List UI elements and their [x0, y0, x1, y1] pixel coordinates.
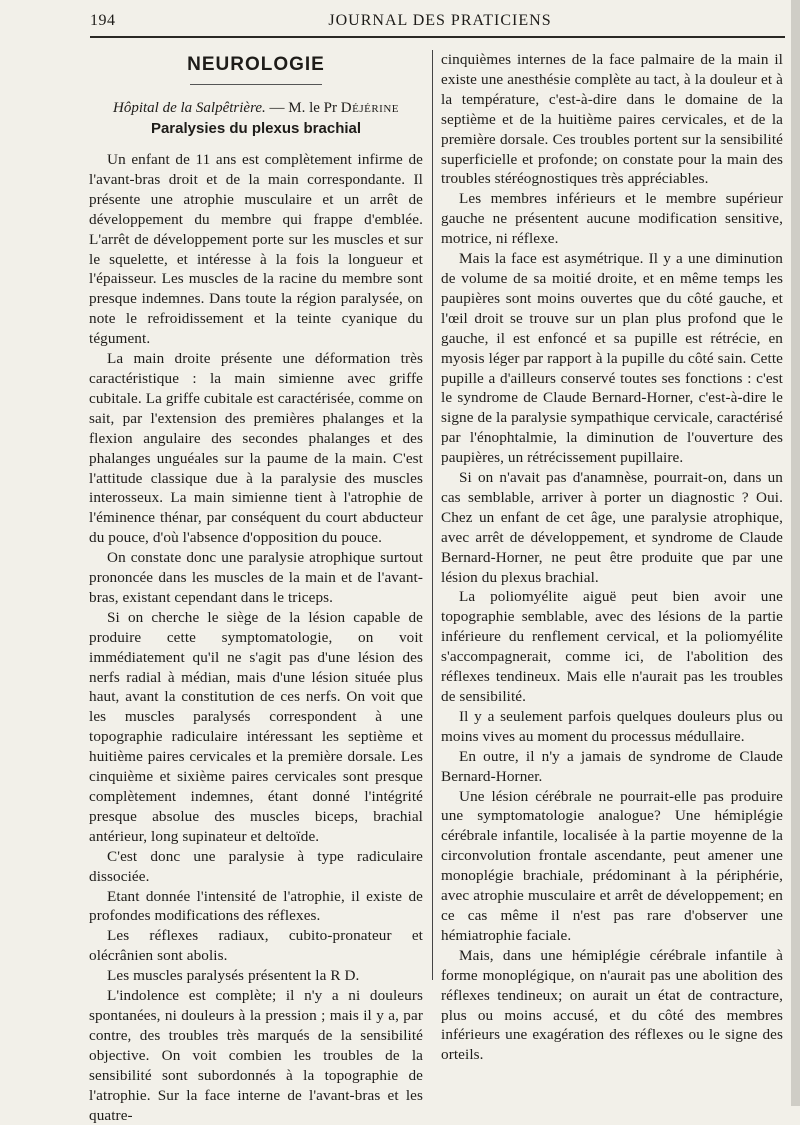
author-name: Déjérine	[340, 100, 399, 116]
section-title: NEUROLOGIE	[187, 54, 325, 75]
paragraph: Si on cherche le siège de la lésion capable de produire cette symptomatologie, on voit immédiatement qu'il ne s'agit pas d'une lésion des nerfs radial à médian, mais d'une lésion située plus haut, avant la constitution de ces nerfs. On voit que les muscles paralysés correspondent à une topographie radiculaire intéressant les septième et huitième paires cervicales et la première dorsale. Les cinquième et sixième paires cervicales sont presque complètement indemnes, étant donné l'intégrité presque absolue des muscles biceps, brachial antérieur, long supinateur et deltoïde.	[89, 608, 423, 845]
paragraph: Les membres inférieurs et le membre supérieur gauche ne présentent aucune modification sensitive, motrice, ni réflexe.	[441, 190, 783, 248]
hospital-name: Hôpital de la Salpêtrière.	[113, 100, 266, 116]
paragraph: En outre, il n'y a jamais de syndrome de Claude Bernard-Horner.	[441, 747, 783, 785]
journal-title: JOURNAL DES PRATICIENS	[328, 12, 552, 29]
author-prefix: — M. le Pr	[265, 100, 341, 116]
paragraph: Une lésion cérébrale ne pourrait-elle pas produire une symptomatologie analogue? Une hémiplégie cérébrale infantile, localisée à la partie moyenne de la circonvolution frontale ascendante, peut amener une monoplégie brachiale, prédominant à la périphérie, avec atrophie musculaire et arrêt de développement; en ce cas même il n'est pas rare d'observer une hémiatrophie faciale.	[441, 787, 783, 944]
paragraph: La poliomyélite aiguë peut bien avoir une topographie semblable, avec des lésions de la partie inférieure du renflement cervical, et la poliomyélite s'accompagnerait, comme ici, de l'abolition des réflexes tendineux. Mais elle n'aurait pas les troubles de sensibilité.	[441, 588, 783, 705]
paragraph: Un enfant de 11 ans est complètement infirme de l'avant-bras droit et de la main correspondante. Il présente une atrophie musculaire et un arrêt de développement du membre qui frappe d'emblée. L'arrêt de développement porte sur les muscles et sur le squelette, et intéresse à la fois la longueur et l'épaisseur. Les muscles de la racine du membre sont presque indemnes. Dans toute la région paralysée, on note le refroidissement et la teinte cyanique du tégument.	[89, 151, 423, 348]
title-rule	[190, 84, 322, 85]
paragraph: cinquièmes internes de la face palmaire de la main il existe une anesthésie complète au tact, à la douleur et à la température, c'est-à-dire dans le domaine de la septième et de la huitième paires cervicales, et de la première dorsale. Ces troubles portent sur la sensibilité superficielle et profonde; on constate pour la main des troubles stéréognostiques très appréciables.	[441, 51, 783, 188]
paragraph: Les réflexes radiaux, cubito-pronateur et olécrânien sont abolis.	[89, 927, 423, 965]
column-divider	[432, 50, 433, 980]
byline	[89, 100, 423, 117]
left-column	[89, 150, 423, 1125]
paragraph: La main droite présente une déformation très caractéristique : la main simienne avec griffe cubitale. La griffe cubitale est caractérisée, comme on sait, par l'extension des premières phalanges et la flexion angulaire des secondes phalanges et des phalanges unguéales sur la paume de la main. C'est l'attitude classique due à la paralysie des muscles interosseux. La main simienne tient à l'atrophie de l'éminence thénar, par conséquent du court abducteur du pouce, d'où l'absence d'opposition du pouce.	[89, 350, 423, 547]
paragraph: Il y a seulement parfois quelques douleurs plus ou moins vives au moment du processus médullaire.	[441, 707, 783, 745]
right-column	[441, 50, 783, 1065]
paragraph: C'est donc une paralysie à type radiculaire dissociée.	[89, 847, 423, 885]
paragraph: L'indolence est complète; il n'y a ni douleurs spontanées, ni douleurs à la pression ; mais il y a, par contre, des troubles très marqués de la sensibilité objective. On voit combien les troubles de la sensibilité sont subordonnés à la topographie de l'atrophie. Sur la face interne de l'avant-bras et les quatre-	[89, 987, 423, 1124]
paragraph: Mais, dans une hémiplégie cérébrale infantile à forme monoplégique, on n'aurait pas une abolition des réflexes tendineux; on aurait un état de contracture, plus ou moins accusé, et du côté des membres inférieurs une exagération des réflexes ou le signe des orteils.	[441, 946, 783, 1064]
paragraph: On constate donc une paralysie atrophique surtout prononcée dans les muscles de la main et de l'avant-bras, existant cependant dans le triceps.	[89, 549, 423, 606]
paragraph: Mais la face est asymétrique. Il y a une diminution de volume de sa moitié droite, et en même temps les paupières sont moins ouvertes que du côté gauche, et l'œil droit se trouve sur un plan plus profond que le gauche, il est enfoncé et sa pupille est rétrécie, en myosis léger par rapport à la pupille du côté sain. Cette pupille a d'ailleurs conservé toutes ses fonctions : c'est le syndrome de Claude Bernard-Horner, c'est-à-dire le signe de la paralysie sympathique cervicale, caractérisé par l'énophtalmie, la diminution de l'ouverture des paupières, un rétrécissement pupillaire.	[441, 250, 783, 467]
page-number: 194	[90, 12, 116, 29]
header-rule	[90, 36, 785, 38]
article-subtitle: Paralysies du plexus brachial	[150, 120, 362, 137]
running-header	[90, 12, 790, 32]
paragraph: Etant donnée l'intensité de l'atrophie, il existe de profondes modifications des réflexes.	[89, 887, 423, 925]
page-edge	[791, 0, 800, 1106]
paragraph: Si on n'avait pas d'anamnèse, pourrait-on, dans un cas semblable, arriver à porter un diagnostic ? Oui. Chez un enfant de cet âge, une paralysie atrophique, avec arrêt de développement, et syndrome de Claude Bernard-Horner, ne peut être produite que par une lésion du plexus brachial.	[441, 469, 783, 586]
paragraph: Les muscles paralysés présentent la R D.	[107, 967, 360, 985]
